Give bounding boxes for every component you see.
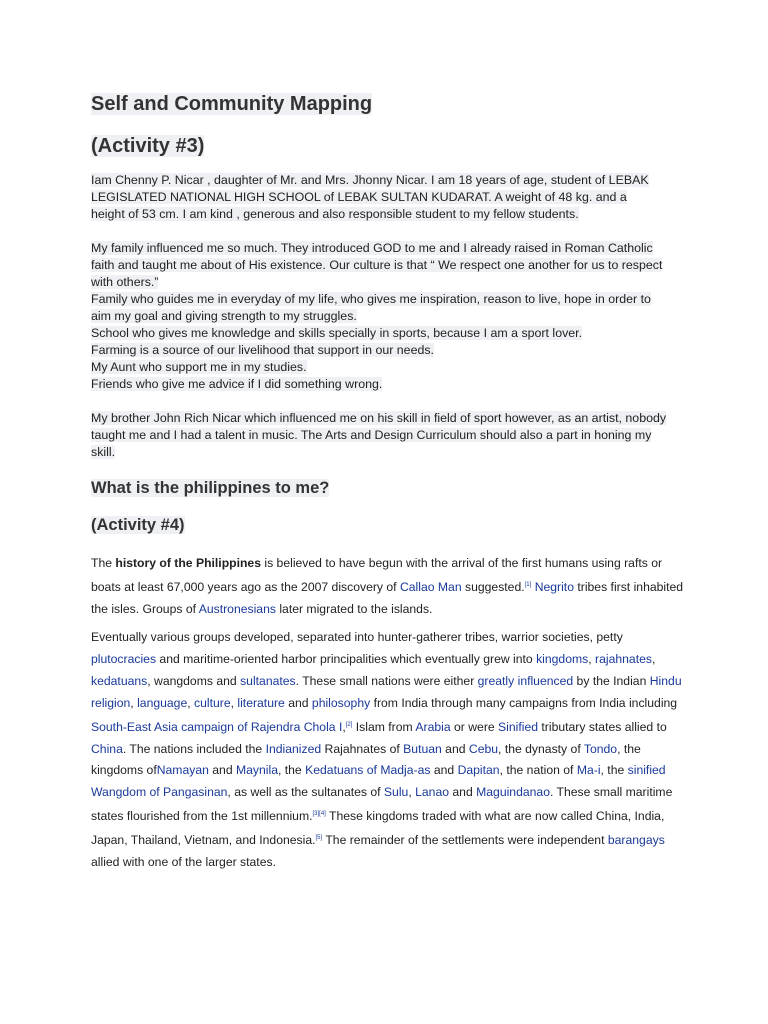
activity-3-body xyxy=(91,172,691,461)
link-dapitan[interactable]: Dapitan xyxy=(457,763,500,778)
activity-3-heading: (Activity #3) xyxy=(91,135,205,157)
link-maguindanao[interactable]: Maguindanao xyxy=(476,785,550,800)
link-rajahnates[interactable]: rajahnates xyxy=(595,652,652,667)
link-barangays[interactable]: barangays xyxy=(607,832,665,847)
page-title: Self and Community Mapping xyxy=(91,93,373,115)
link-tondo[interactable]: Tondo xyxy=(583,741,618,756)
text-line: My Aunt who support me in my studies. xyxy=(91,360,307,374)
link-indianized[interactable]: Indianized xyxy=(265,741,322,756)
citation-2[interactable]: [2] xyxy=(345,721,353,728)
link-maynila[interactable]: Maynila xyxy=(236,763,278,778)
citation-3-4[interactable]: [3][4] xyxy=(312,810,326,817)
link-language[interactable]: language xyxy=(137,695,188,710)
link-kedatuans-of-madja-as[interactable]: Kedatuans of Madja-as xyxy=(305,763,431,778)
link-sulu[interactable]: Sulu xyxy=(383,785,409,800)
text-line: faith and taught me about of His existence. Our culture is that “ We respect one another for us to respect xyxy=(91,258,663,272)
text-line: My brother John Rich Nicar which influenced me on his skill in field of sport however, as an artist, nobody xyxy=(91,411,667,425)
text-line: Farming is a source of our livelihood that support in our needs. xyxy=(91,343,434,357)
text-line: height of 53 cm. I am kind , generous and also responsible student to my fellow students. xyxy=(91,207,579,221)
link-wangdom-of-pangasinan[interactable]: sinified Wangdom of Pangasinan xyxy=(91,763,666,800)
bold-term: history of the Philippines xyxy=(115,556,261,570)
text-line: Iam Chenny P. Nicar , daughter of Mr. and Mrs. Jhonny Nicar. I am 18 years of age, student of LEBAK xyxy=(91,173,649,187)
link-china[interactable]: China xyxy=(91,741,123,756)
link-greatly-influenced[interactable]: greatly influenced xyxy=(477,674,574,689)
text-line: Friends who give me advice if I did something wrong. xyxy=(91,377,383,391)
link-plutocracies[interactable]: plutocracies xyxy=(91,652,157,667)
history-paragraph-1: The history of the Philippines is believed to have begun with the arrival of the first humans using rafts or boats at least 67,000 years ago as the 2007 discovery of Callao Man suggested.[1] Negrito tribes first inhabited the isles. Groups of Austronesians later migrated to the islands. xyxy=(91,556,684,616)
link-negrito[interactable]: Negrito xyxy=(534,579,574,594)
text-line: taught me and I had a talent in music. The Arts and Design Curriculum should also a part in honing my xyxy=(91,428,652,442)
text-line: with others.” xyxy=(91,275,159,289)
link-sinified[interactable]: Sinified xyxy=(498,719,539,734)
link-kedatuans[interactable]: kedatuans xyxy=(91,674,148,689)
text-line: School who gives me knowledge and skills specially in sports, because I am a sport lover. xyxy=(91,326,583,340)
text-line: My family influenced me so much. They introduced GOD to me and I already raised in Roman Catholic xyxy=(91,241,653,255)
link-rajendra-chola-campaign[interactable]: South-East Asia campaign of Rajendra Chola I xyxy=(91,719,343,734)
link-namayan[interactable]: Namayan xyxy=(156,763,209,778)
activity-4-body xyxy=(91,553,691,873)
link-cebu[interactable]: Cebu xyxy=(468,741,499,756)
link-literature[interactable]: literature xyxy=(237,695,285,710)
citation-1[interactable]: [1] xyxy=(524,581,532,588)
link-austronesians[interactable]: Austronesians xyxy=(198,601,276,616)
link-philosophy[interactable]: philosophy xyxy=(311,695,371,710)
link-kingdoms[interactable]: kingdoms xyxy=(536,652,589,667)
activity-4-heading: (Activity #4) xyxy=(91,516,185,534)
link-hindu-religion[interactable]: Hindu religion xyxy=(91,674,682,710)
link-butuan[interactable]: Butuan xyxy=(403,741,442,756)
link-callao-man[interactable]: Callao Man xyxy=(399,579,462,594)
link-arabia[interactable]: Arabia xyxy=(415,719,451,734)
text-line: skill. xyxy=(91,445,116,459)
text-line: Family who guides me in everyday of my life, who gives me inspiration, reason to live, hope in order to xyxy=(91,292,651,306)
text-line: LEGISLATED NATIONAL HIGH SCHOOL of LEBAK SULTAN KUDARAT. A weight of 48 kg. and a xyxy=(91,190,627,204)
text-line: aim my goal and giving strength to my struggles. xyxy=(91,309,357,323)
philippines-question-heading: What is the philippines to me? xyxy=(91,479,330,497)
link-lanao[interactable]: Lanao xyxy=(415,785,449,800)
link-culture[interactable]: culture xyxy=(194,695,231,710)
link-ma-i[interactable]: Ma-i xyxy=(576,763,601,778)
citation-5[interactable]: [5] xyxy=(315,834,323,841)
history-paragraph-2: Eventually various groups developed, separated into hunter-gatherer tribes, warrior societies, petty plutocracies and maritime-oriented harbor principalities which eventually grew into kingdoms, rajahnates, kedatuans, wangdoms and sultanates. These small nations were either greatly influenced by the Indian Hindu religion, language, culture, literature and philosophy from India through many campaigns from India including South-East Asia campaign of Rajendra Chola I,[2] Islam from Arabia or were Sinified tributary states allied to China. The nations included the Indianized Rajahnates of Butuan and Cebu, the dynasty of Tondo, the kingdoms ofNamayan and Maynila, the Kedatuans of Madja-as and Dapitan, the nation of Ma-i, the sinified Wangdom of Pangasinan, as well as the sultanates of Sulu, Lanao and Maguindanao. These small maritime states flourished from the 1st millennium.[3][4] These kingdoms traded with what are now called China, India, Japan, Thailand, Vietnam, and Indonesia.[5] The remainder of the settlements were independent barangays allied with one of the larger states. xyxy=(91,630,682,869)
link-sultanates[interactable]: sultanates xyxy=(240,674,296,689)
